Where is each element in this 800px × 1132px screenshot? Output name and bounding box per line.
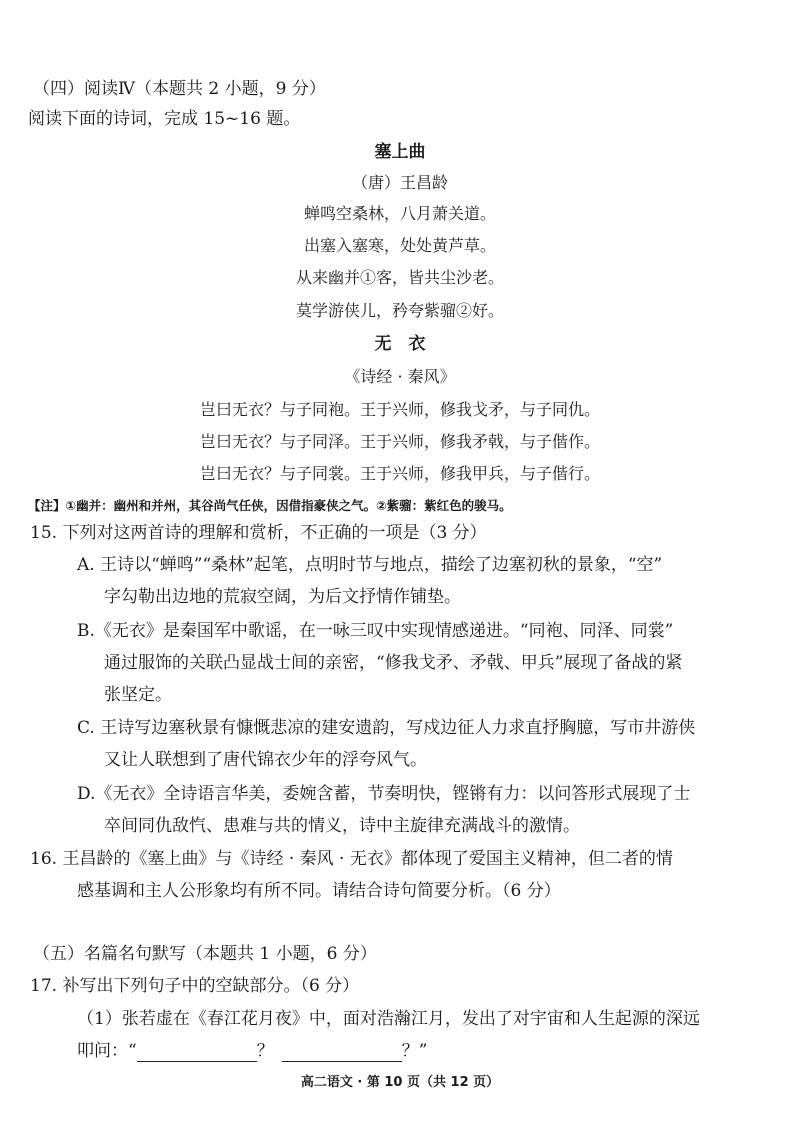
q17-stem: 17. 补写出下列句子中的空缺部分。（6 分） [30, 976, 360, 996]
poem1-title: 塞上曲 [374, 142, 426, 162]
poem2-line: 岂曰无衣？与子同泽。王于兴师，修我矛戟，与子偕作。 [199, 432, 600, 451]
poem2-source: 《诗经 · 秦风》 [344, 367, 456, 386]
section-4-heading: （四）阅读Ⅳ（本题共 2 小题，9 分） [33, 79, 326, 99]
poem1-line: 蝉鸣空桑林，八月萧关道。 [303, 204, 496, 223]
poem1-line: 出塞入塞寒，处处黄芦草。 [303, 236, 496, 255]
answer-blank[interactable] [137, 1043, 257, 1062]
q17-question-mark-close: ？” [401, 1041, 428, 1061]
q15-option-a-cont: 字勾勒出边地的荒寂空阔，为后文抒情作铺垫。 [104, 587, 461, 607]
section-4-instruction: 阅读下面的诗词，完成 15~16 题。 [28, 109, 301, 129]
q17-answer-row [77, 1040, 427, 1062]
annotation-note: 【注】①幽并：幽州和并州，其谷尚气任侠，因借指豪侠之气。②紫骝：紫红色的骏马。 [28, 498, 512, 513]
q15-option-c: C. 王诗写边塞秋景有慷慨悲凉的建安遗韵，写戍边征人力求直抒胸臆，写市井游侠 [77, 718, 696, 738]
q15-stem: 15. 下列对这两首诗的理解和赏析，不正确的一项是（3 分） [30, 523, 487, 543]
poem1-line: 莫学游侠儿，矜夸紫骝②好。 [295, 301, 504, 320]
poem2-line: 岂曰无衣？与子同袍。王于兴师，修我戈矛，与子同仇。 [199, 400, 600, 419]
poem2-title: 无 衣 [374, 334, 426, 354]
q15-option-a: A. 王诗以“蝉鸣”“桑林”起笔，点明时节与地点，描绘了边塞初秋的景象，“空” [77, 555, 663, 575]
poem1-author: （唐）王昌龄 [351, 173, 448, 192]
poem2-line: 岂曰无衣？与子同裳。王于兴师，修我甲兵，与子偕行。 [199, 464, 600, 483]
section-5-heading: （五）名篇名句默写（本题共 1 小题，6 分） [33, 944, 377, 964]
q15-option-b: B.《无衣》是秦国军中歌谣，在一咏三叹中实现情感递进。“同袍、同泽、同裳” [77, 621, 674, 641]
q17-question-mark: ？ [256, 1041, 274, 1061]
q15-option-c-cont: 又让人联想到了唐代锦衣少年的浮夸风气。 [104, 750, 427, 770]
page-footer: 高二语文 · 第 10 页（共 12 页） [300, 1075, 500, 1090]
q15-option-b-cont: 张坚定。 [104, 685, 172, 705]
q16-stem-cont: 感基调和主人公形象均有所不同。请结合诗句简要分析。（6 分） [77, 881, 561, 901]
q15-option-d-cont: 卒间同仇敌忾、患难与共的情义，诗中主旋律充满战斗的激情。 [104, 816, 580, 836]
q15-option-d: D.《无衣》全诗语言华美，委婉含蓄，节奏明快，铿锵有力：以问答形式展现了士 [77, 784, 691, 804]
poem1-line: 从来幽并①客，皆共尘沙老。 [295, 268, 504, 287]
answer-blank[interactable] [282, 1043, 402, 1062]
q16-stem: 16. 王昌龄的《塞上曲》与《诗经 · 秦风 · 无衣》都体现了爱国主义精神，但二者的情 [30, 849, 673, 869]
q17-prompt: 叩问：“ [77, 1041, 137, 1061]
q15-option-b-cont: 通过服饰的关联凸显战士间的亲密，“修我戈矛、矛戟、甲兵”展现了备战的紧 [104, 653, 683, 673]
q17-item-1: （1）张若虚在《春江花月夜》中，面对浩瀚江月，发出了对宇宙和人生起源的深远 [77, 1009, 700, 1029]
